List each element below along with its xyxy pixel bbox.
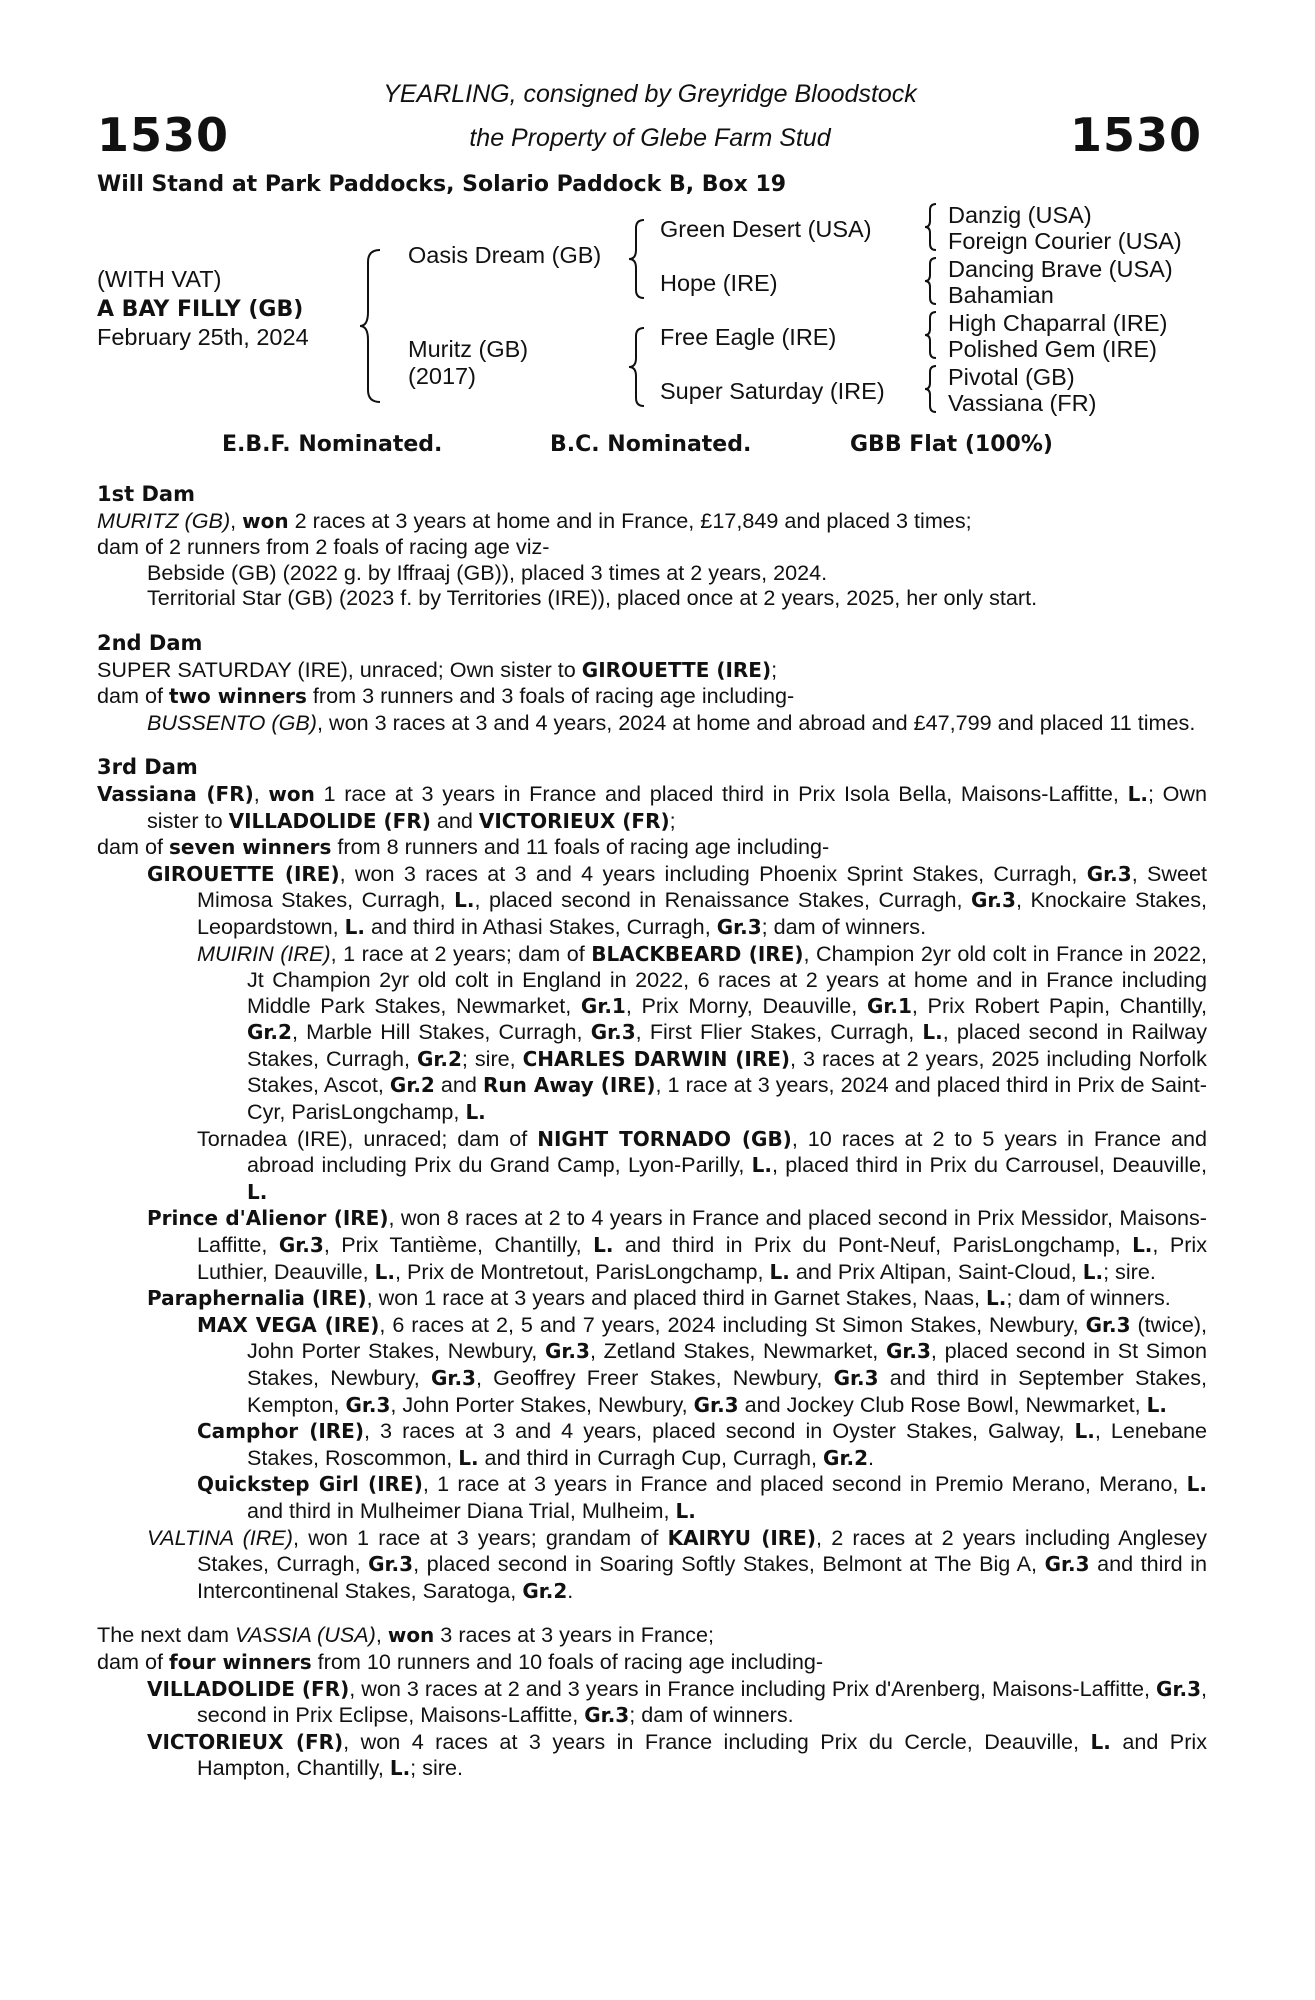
third-dam-text: Vassiana (FR), won 1 race at 3 years in France and placed third in Prix Isola Bella, Maisons-Laffitte, L.; Own sister to VILLADOLIDE (FR) and VICTORIEUX (FR); dam of seven winners from 8 runners and 11 foals of racing age including- GIROUETTE (IRE), won 3 races at 3 and 4 years including Phoenix Sprint Stakes, Curragh, Gr.3, Sweet Mimosa Stakes, Curragh, L., placed second in Renaissance Stakes, Curragh, Gr.3, Knockaire Stakes, Leopardstown, L. and third in Athasi Stakes, Curragh, Gr.3; dam of winners. MUIRIN (IRE), 1 race at 2 years; dam of BLACKBEARD (IRE), Champion 2yr old colt in France in 2022, Jt Champion 2yr old colt in England in 2022, 6 races at 2 years at home and in France including Middle Park Stakes, Newmarket, Gr.1, Prix Morny, Deauville, Gr.1, Prix Robert Papin, Chantilly, Gr.2, Marble Hill Stakes, Curragh, Gr.3, First Flier Stakes, Curragh, L., placed second in Railway Stakes, Curragh, Gr.2; sire, CHARLES DARWIN (IRE), 3 races at 2 years, 2025 including Norfolk Stakes, Ascot, Gr.2 and Run Away (IRE), 1 race at 3 years, 2024 and placed third in Prix de Saint-Cyr, ParisLongchamp, L. Tornadea (IRE), unraced; dam of NIGHT TORNADO (GB), 10 races at 2 to 5 years in France and abroad including Prix du Grand Camp, Lyon-Parilly, L., placed third in Prix du Carrousel, Deauville, L. Prince d'Alienor (IRE), won 8 races at 2 to 4 years in France and placed second in Prix Messidor, Maisons-Laffitte, Gr.3, Prix Tantième, Chantilly, L. and third in Prix du Pont-Neuf, ParisLongchamp, L., Prix Luthier, Deauville, L., Prix de Montretout, ParisLongchamp, L. and Prix Altipan, Saint-Cloud, L.; sire. Paraphernalia (IRE), won 1 race at 3 years and placed third in Garnet Stakes, Naas, L.; dam of winners. MAX VEGA (IRE), 6 races at 2, 5 and 7 years, 2024 including St Simon Stakes, Newbury, Gr.3 (twice), John Porter Stakes, Newbury, Gr.3, Zetland Stakes, Newmarket, Gr.3, placed second in St Simon Stakes, Newbury, Gr.3, Geoffrey Freer Stakes, Newbury, Gr.3 and third in September Stakes, Kempton, Gr.3, John Porter Stakes, Newbury, Gr.3 and Jockey Club Rose Bowl, Newmarket, L. Camphor (IRE), 3 races at 3 and 4 years, placed second in Oyster Stakes, Galway, L., Lenebane Stakes, Roscommon, L. and third in Curragh Cup, Curragh, Gr.2. Quickstep Girl (IRE), 1 race at 3 years in France and placed second in Premio Merano, Merano, L. and third in Mulheimer Diana Trial, Mulheim, L. VALTINA (IRE), won 1 race at 3 years; grandam of KAIRYU (IRE), 2 races at 2 years including Anglesey Stakes, Curragh, Gr.3, placed second in Soaring Softly Stakes, Belmont at The Big A, Gr.3 and third in Intercontinenal Stakes, Saratoga, Gr.2. [97,780,1208,1603]
gen3-6: Polished Gem (IRE) [948,336,1157,362]
foaling-date: February 25th, 2024 [97,324,309,350]
gen3-2: Foreign Courier (USA) [948,228,1182,254]
consignor-line: YEARLING, consigned by Greyridge Bloodstock [383,80,917,108]
second-dam-text: SUPER SATURDAY (IRE), unraced; Own sister to GIROUETTE (IRE); dam of two winners from 3 runners and 3 foals of racing age including- BUSSENTO (GB), won 3 races at 3 and 4 years, 2024 at home and abroad and £47,799 and placed 11 times. [97,656,1196,735]
gen3-7: Pivotal (GB) [948,364,1075,390]
gbb-flat: GBB Flat (100%) [850,432,1053,457]
gen3-3: Dancing Brave (USA) [948,256,1173,282]
gen3-4: Bahamian [948,282,1054,308]
vat-note: (WITH VAT) [97,266,222,292]
section-heading-1st-dam: 1st Dam [97,482,195,506]
pedigree-brace-g2 [924,256,940,306]
next-dam-text: The next dam VASSIA (USA), won 3 races at 3 years in France; dam of four winners from 10 runners and 10 foals of racing age including- VILLADOLIDE (FR), won 3 races at 2 and 3 years in France including Prix d'Arenberg, Maisons-Laffitte, Gr.3, second in Prix Eclipse, Maisons-Laffitte, Gr.3; dam of winners. VICTORIEUX (FR), won 4 races at 3 years in France including Prix du Cercle, Deauville, L. and Prix Hampton, Chantilly, L.; sire. [97,1622,1207,1781]
pedigree-brace-g3 [924,310,940,360]
ebf-nomination: E.B.F. Nominated. [222,432,443,457]
pedigree-brace-dam [628,326,650,408]
dam: Muritz (GB) [408,336,529,362]
stable-location: Will Stand at Park Paddocks, Solario Paddock B, Box 19 [97,172,787,197]
bc-nomination: B.C. Nominated. [550,432,752,457]
pedigree-brace-g1 [924,202,940,252]
dam-dam: Super Saturday (IRE) [660,378,885,404]
gen3-5: High Chaparral (IRE) [948,310,1168,336]
gen3-1: Danzig (USA) [948,202,1092,228]
lot-number-right: 1530 [1069,108,1202,162]
dam-year: (2017) [408,363,476,389]
lot-number-left: 1530 [97,108,230,162]
section-heading-2nd-dam: 2nd Dam [97,630,203,655]
horse-name: A BAY FILLY (GB) [97,297,304,322]
pedigree-brace-main [360,248,390,404]
dam-sire: Free Eagle (IRE) [660,324,837,350]
sire: Oasis Dream (GB) [408,242,602,268]
pedigree-brace-sire [628,218,650,300]
catalogue-body [97,482,1207,1782]
gen3-8: Vassiana (FR) [948,390,1097,416]
first-dam-text: MURITZ (GB), won 2 races at 3 years at home and in France, £17,849 and placed 3 times; dam of 2 runners from 2 foals of racing age viz- Bebside (GB) (2022 g. by Iffraaj (GB)), placed 3 times at 2 years, 2024. Territorial Star (GB) (2023 f. by Territories (IRE)), placed once at 2 years, 2025, her only start. [97,507,1038,611]
sire-dam: Hope (IRE) [660,270,778,296]
sire-sire: Green Desert (USA) [660,216,872,242]
property-line: the Property of Glebe Farm Stud [469,124,831,152]
pedigree-brace-g4 [924,364,940,414]
section-heading-3rd-dam: 3rd Dam [97,755,198,780]
